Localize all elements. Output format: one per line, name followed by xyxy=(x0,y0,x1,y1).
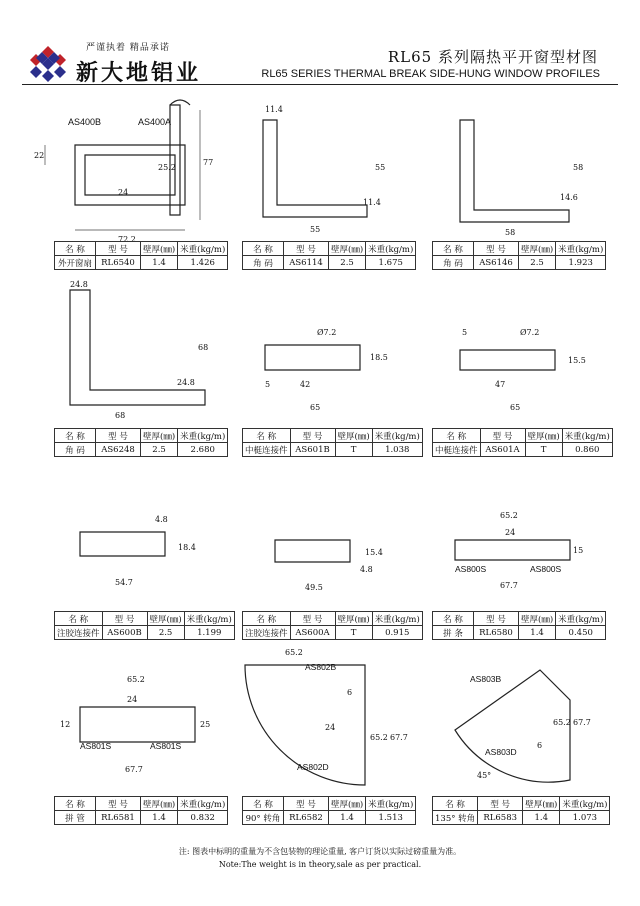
dimension: 4.8 xyxy=(155,515,168,524)
dimension: 68 xyxy=(115,411,126,420)
dimension: 65.2 xyxy=(553,718,571,727)
dimension: 18.4 xyxy=(178,543,196,552)
dimension: 67.7 xyxy=(573,718,591,727)
footnote-cn: 注: 图表中标明的重量为不含包装物的理论重量, 客户订货以实际过磅重量为准。 xyxy=(178,847,462,856)
dimension: 5 xyxy=(462,328,468,337)
section-label: AS803B xyxy=(470,674,502,684)
section-label: AS802B xyxy=(305,662,337,672)
dimension: 49.5 xyxy=(305,583,323,592)
dimension: 14.6 xyxy=(560,193,578,202)
table-row: 角 码 AS6114 2.5 1.675 xyxy=(243,256,416,270)
drawing-rl6583 xyxy=(445,660,590,790)
drawing-as601a xyxy=(450,325,590,415)
spec-table: 名 称 型 号 壁厚(㎜) 米重(kg/m) 135° 转角 RL6583 1.4 1.073 xyxy=(432,796,610,825)
dimension: 22 xyxy=(34,151,45,160)
dimension: 25.2 xyxy=(158,163,176,172)
dimension: 24.8 xyxy=(70,280,88,289)
spec-table: 名 称 型 号 壁厚(㎜) 米重(kg/m) 拼 条 RL6580 1.4 0.450 xyxy=(432,611,606,640)
table-row: 注胶连接件 AS600B 2.5 1.199 xyxy=(55,626,235,640)
spec-table: 名 称 型 号 壁厚(㎜) 米重(kg/m) 注胶连接件 AS600B 2.5 1.199 xyxy=(54,611,235,640)
dimension: 15.4 xyxy=(365,548,383,557)
dimension: 12 xyxy=(60,720,71,729)
dimension: 65.2 xyxy=(127,675,145,684)
header-divider xyxy=(22,84,618,85)
dimension: 55 xyxy=(310,225,321,234)
section-label: AS800S xyxy=(455,564,487,574)
table-row: 拼 管 RL6581 1.4 0.832 xyxy=(55,811,228,825)
table-row: 90° 转角 RL6582 1.4 1.513 xyxy=(243,811,416,825)
spec-table: 名 称 型 号 壁厚(㎜) 米重(kg/m) 中梃连接件 AS601B T 1.038 xyxy=(242,428,423,457)
table-row: 外开窗扇 RL6540 1.4 1.426 xyxy=(55,256,228,270)
section-label: AS802D xyxy=(297,762,329,772)
spec-table: 名 称 型 号 壁厚(㎜) 米重(kg/m) 角 码 AS6146 2.5 1.923 xyxy=(432,241,606,270)
dimension: 58 xyxy=(573,163,584,172)
spec-table: 名 称 型 号 壁厚(㎜) 米重(kg/m) 90° 转角 RL6582 1.4 1.513 xyxy=(242,796,416,825)
dimension: 65 xyxy=(310,403,321,412)
dimension: 25 xyxy=(200,720,211,729)
dimension: 45° xyxy=(477,771,492,780)
table-row: 角 码 AS6146 2.5 1.923 xyxy=(433,256,606,270)
table-row: 注胶连接件 AS600A T 0.915 xyxy=(243,626,423,640)
dimension: 65.2 xyxy=(285,648,303,657)
drawing-rl6580 xyxy=(445,510,590,595)
drawing-as601b xyxy=(255,325,395,415)
dimension: 6 xyxy=(537,741,543,750)
dimension: 55 xyxy=(375,163,386,172)
drawing-rl6540 xyxy=(30,95,220,245)
dimension: 4.8 xyxy=(360,565,373,574)
drawing-as6248 xyxy=(55,280,215,425)
drawing-as6114 xyxy=(245,100,395,240)
dimension: 68 xyxy=(198,343,209,352)
company-logo xyxy=(28,44,68,84)
table-row: 角 码 AS6248 2.5 2.680 xyxy=(55,443,228,457)
dimension: 67.7 xyxy=(390,733,408,742)
dimension: 11.4 xyxy=(363,198,381,207)
dimension: 77 xyxy=(203,158,214,167)
dimension: 11.4 xyxy=(265,105,283,114)
dimension: 47 xyxy=(495,380,506,389)
section-label: AS800S xyxy=(530,564,562,574)
spec-table: 名 称 型 号 壁厚(㎜) 米重(kg/m) 中梃连接件 AS601A T 0.860 xyxy=(432,428,613,457)
dimension: 42 xyxy=(300,380,311,389)
drawing-as600b xyxy=(70,510,210,595)
dimension: 24 xyxy=(118,188,129,197)
spec-table: 名 称 型 号 壁厚(㎜) 米重(kg/m) 角 码 AS6248 2.5 2.680 xyxy=(54,428,228,457)
section-label: AS400B xyxy=(68,117,102,127)
dimension: 5 xyxy=(265,380,271,389)
table-row: 中梃连接件 AS601A T 0.860 xyxy=(433,443,613,457)
dimension: 24 xyxy=(325,723,336,732)
dimension: 18.5 xyxy=(370,353,388,362)
drawing-as6146 xyxy=(445,110,595,240)
dimension: 24.8 xyxy=(177,378,195,387)
section-label: AS801S xyxy=(80,741,112,751)
dimension: 65.2 xyxy=(500,511,518,520)
table-row: 中梃连接件 AS601B T 1.038 xyxy=(243,443,423,457)
dimension: 58 xyxy=(505,228,516,237)
spec-table: 名 称 型 号 壁厚(㎜) 米重(kg/m) 角 码 AS6114 2.5 1.675 xyxy=(242,241,416,270)
company-name: 新大地铝业 xyxy=(76,60,202,86)
dimension: 24 xyxy=(127,695,138,704)
dimension: 72.2 xyxy=(118,235,136,244)
page-title: RL65 系列隔热平开窗型材图 xyxy=(387,48,598,66)
dimension: Ø7.2 xyxy=(317,328,337,337)
dimension: 65.2 xyxy=(370,733,388,742)
table-row: 拼 条 RL6580 1.4 0.450 xyxy=(433,626,606,640)
spec-table: 名 称 型 号 壁厚(㎜) 米重(kg/m) 注胶连接件 AS600A T 0.915 xyxy=(242,611,423,640)
dimension: 6 xyxy=(347,688,353,697)
table-row: 135° 转角 RL6583 1.4 1.073 xyxy=(433,811,610,825)
section-label: AS801S xyxy=(150,741,182,751)
dimension: 67.7 xyxy=(125,765,143,774)
drawing-rl6582 xyxy=(235,645,408,790)
dimension: 67.7 xyxy=(500,581,518,590)
drawing-as600a xyxy=(265,530,395,595)
page-subtitle: RL65 SERIES THERMAL BREAK SIDE-HUNG WINDOW PROFILES xyxy=(261,68,600,80)
section-label: AS400A xyxy=(138,117,172,127)
dimension: 24 xyxy=(505,528,516,537)
dimension: Ø7.2 xyxy=(520,328,540,337)
dimension: 15 xyxy=(573,546,584,555)
drawing-rl6581 xyxy=(55,672,215,782)
spec-table: 名 称 型 号 壁厚(㎜) 米重(kg/m) 拼 管 RL6581 1.4 0.832 xyxy=(54,796,228,825)
company-slogan: 严谨执着 精品承诺 xyxy=(86,43,170,53)
dimension: 15.5 xyxy=(568,356,586,365)
footnote-en: Note:The weight is in theory,sale as per practical. xyxy=(218,860,422,869)
dimension: 65 xyxy=(510,403,521,412)
dimension: 54.7 xyxy=(115,578,133,587)
section-label: AS803D xyxy=(485,747,517,757)
spec-table: 名 称 型 号 壁厚(㎜) 米重(kg/m) 外开窗扇 RL6540 1.4 1.426 xyxy=(54,241,228,270)
